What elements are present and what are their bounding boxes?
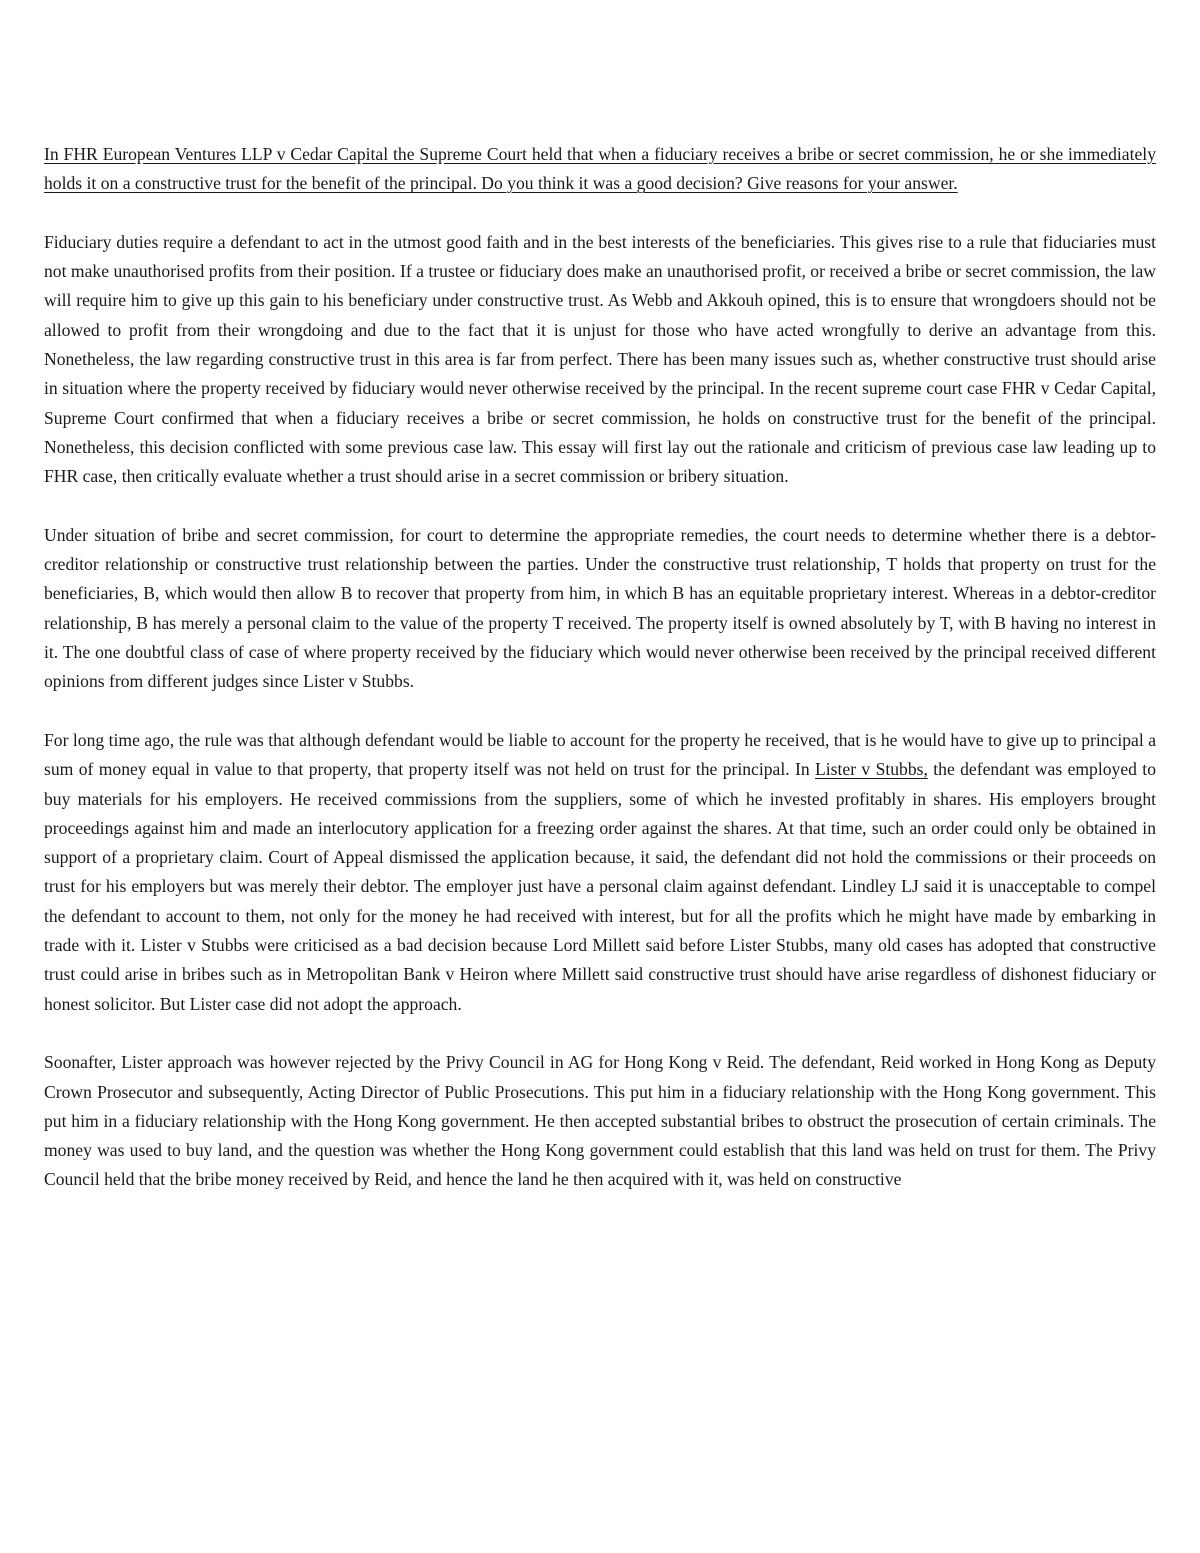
case-reference-lister-v-stubbs: Lister v Stubbs, (815, 759, 928, 780)
paragraph-lister-v-stubbs (44, 726, 1156, 1019)
paragraph-ag-hong-kong-v-reid: Soonafter, Lister approach was however rejected by the Privy Council in AG for Hong Kong v Reid. The defendant, Reid worked in Hong Kong as Deputy Crown Prosecutor and subsequently, Acting Director of Public Prosecutions. This put him in a fiduciary relationship with the Hong Kong government. This put him in a fiduciary relationship with the Hong Kong government. He then accepted substantial bribes to obstruct the prosecution of certain criminals. The money was used to buy land, and the question was whether the Hong Kong government could establish that this land was held on trust for them. The Privy Council held that the bribe money received by Reid, and hence the land he then acquired with it, was held on constructive (44, 1052, 1156, 1190)
paragraph-lister-before: For long time ago, the rule was that although defendant would be liable to account for the property he received, that is he would have to give up to principal a sum of money equal in value to that property, that property itself was not held on trust for the principal. In (44, 729, 1156, 780)
paragraph-remedies: Under situation of bribe and secret commission, for court to determine the appropriate remedies, the court needs to determine whether there is a debtor-creditor relationship or constructive trust relationship between the parties. Under the constructive trust relationship, T holds that property on trust for the beneficiaries, B, which would then allow B to recover that property from him, in which B has an equitable proprietary interest. Whereas in a debtor-creditor relationship, B has merely a personal claim to the value of the property T received. The property itself is owned absolutely by T, with B having no interest in it. The one doubtful class of case of where property received by the fiduciary which would never otherwise been received by the principal received different opinions from different judges since Lister v Stubbs. (44, 524, 1156, 692)
paragraph-introduction: Fiduciary duties require a defendant to act in the utmost good faith and in the best interests of the beneficiaries. This gives rise to a rule that fiduciaries must not make unauthorised profits from their position. If a trustee or fiduciary does make an unauthorised profit, or received a bribe or secret commission, the law will require him to give up this gain to his beneficiary under constructive trust. As Webb and Akkouh opined, this is to ensure that wrongdoers should not be allowed to profit from their wrongdoing and due to the fact that it is unjust for those who have acted wrongfully to derive an advantage from this. Nonetheless, the law regarding constructive trust in this area is far from perfect. There has been many issues such as, whether constructive trust should arise in situation where the property received by fiduciary would never otherwise received by the principal. In the recent supreme court case FHR v Cedar Capital, Supreme Court confirmed that when a fiduciary receives a bribe or secret commission, he holds on constructive trust for the benefit of the principal. Nonetheless, this decision conflicted with some previous case law. This essay will first lay out the rationale and criticism of previous case law leading up to FHR case, then critically evaluate whether a trust should arise in a secret commission or bribery situation. (44, 231, 1156, 487)
document-page (44, 140, 1156, 1224)
paragraph-lister-after: the defendant was employed to buy materials for his employers. He received commissions from the suppliers, some of which he invested profitably in shares. His employers brought proceedings against him and made an interlocutory application for a freezing order against the shares. At that time, such an order could only be obtained in support of a proprietary claim. Court of Appeal dismissed the application because, it said, the defendant did not hold the commissions or their proceeds on trust for his employers but was merely their debtor. The employer just have a personal claim against defendant. Lindley LJ said it is unacceptable to compel the defendant to account to them, not only for the money he had received with interest, but for all the profits which he might have made by embarking in trade with it. Lister v Stubbs were criticised as a bad decision because Lord Millett said before Lister Stubbs, many old cases has adopted that constructive trust could arise in bribes such as in Metropolitan Bank v Heiron where Millett said constructive trust should have arise regardless of dishonest fiduciary or honest solicitor. But Lister case did not adopt the approach. (44, 759, 1156, 1014)
essay-question: In FHR European Ventures LLP v Cedar Capital the Supreme Court held that when a fiduciary receives a bribe or secret commission, he or she immediately holds it on a constructive trust for the benefit of the principal. Do you think it was a good decision? Give reasons for your answer. (44, 144, 1156, 194)
